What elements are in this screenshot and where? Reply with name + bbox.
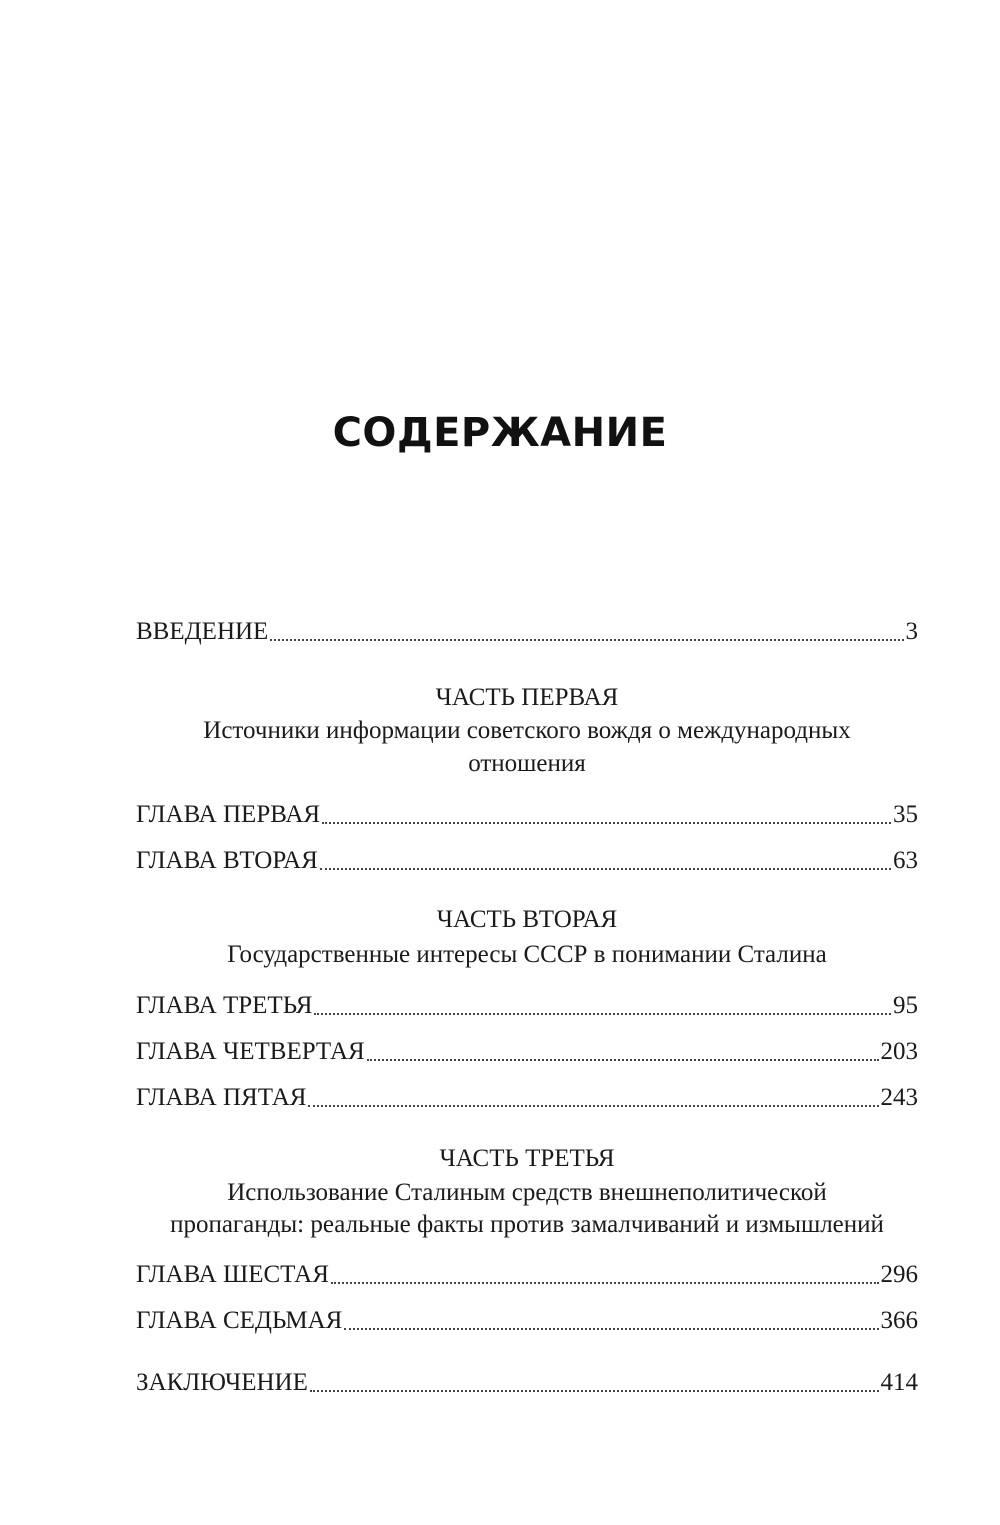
toc-entry-chapter-1[interactable] — [136, 799, 918, 831]
toc-entry-label: ГЛАВА ТРЕТЬЯ — [136, 992, 313, 1019]
part-subtitle-3-line2: пропаганды: реальные факты против замалчиваний и измышлений — [170, 1211, 884, 1238]
page-title: СОДЕРЖАНИЕ — [332, 410, 668, 456]
toc-entry-page: 414 — [880, 1369, 918, 1396]
toc-entry-label: ЗАКЛЮЧЕНИЕ — [136, 1369, 308, 1396]
toc-entry-chapter-2[interactable] — [136, 845, 918, 877]
dot-leader — [308, 1105, 878, 1107]
toc-entry-page: 203 — [880, 1038, 918, 1065]
toc-entry-chapter-7[interactable] — [136, 1305, 918, 1337]
dot-leader — [270, 639, 903, 641]
toc-entry-label: ГЛАВА ПЯТАЯ — [136, 1084, 307, 1111]
dot-leader — [320, 868, 891, 870]
toc-entry-page: 95 — [893, 992, 918, 1019]
part-subtitle-1-line2: отношения — [468, 750, 586, 777]
toc-entry-conclusion[interactable] — [136, 1367, 918, 1399]
toc-entry-label: ГЛАВА СЕДЬМАЯ — [136, 1307, 343, 1334]
part-subtitle-3-line1: Использование Сталиным средств внешнеполитической — [227, 1179, 827, 1206]
dot-leader — [331, 1282, 879, 1284]
part-heading-1: ЧАСТЬ ПЕРВАЯ — [435, 684, 619, 711]
dot-leader — [314, 1013, 891, 1015]
dot-leader — [322, 822, 891, 824]
toc-entry-chapter-6[interactable] — [136, 1259, 918, 1291]
toc-entry-label: ГЛАВА ВТОРАЯ — [136, 847, 318, 874]
dot-leader — [310, 1390, 879, 1392]
part-subtitle-2-line1: Государственные интересы СССР в понимании Сталина — [227, 941, 827, 968]
toc-entry-label: ГЛАВА ШЕСТАЯ — [136, 1261, 329, 1288]
toc-entry-chapter-4[interactable] — [136, 1036, 918, 1068]
toc-entry-page: 35 — [893, 801, 918, 828]
toc-entry-page: 296 — [880, 1261, 918, 1288]
toc-entry-label: ГЛАВА ПЕРВАЯ — [136, 801, 321, 828]
dot-leader — [367, 1059, 879, 1061]
part-heading-3: ЧАСТЬ ТРЕТЬЯ — [439, 1145, 615, 1172]
toc-entry-label: ВВЕДЕНИЕ — [136, 618, 269, 645]
toc-entry-page: 63 — [893, 847, 918, 874]
part-heading-2: ЧАСТЬ ВТОРАЯ — [436, 906, 618, 933]
toc-entry-chapter-3[interactable] — [136, 990, 918, 1022]
toc-entry-label: ГЛАВА ЧЕТВЕРТАЯ — [136, 1038, 365, 1065]
toc-entry-intro[interactable] — [136, 616, 918, 648]
toc-entry-chapter-5[interactable] — [136, 1082, 918, 1114]
part-subtitle-1-line1: Источники информации советского вождя о международных — [203, 717, 851, 744]
toc-entry-page: 243 — [880, 1084, 918, 1111]
toc-entry-page: 3 — [905, 618, 918, 645]
toc-entry-page: 366 — [880, 1307, 918, 1334]
dot-leader — [344, 1328, 878, 1330]
